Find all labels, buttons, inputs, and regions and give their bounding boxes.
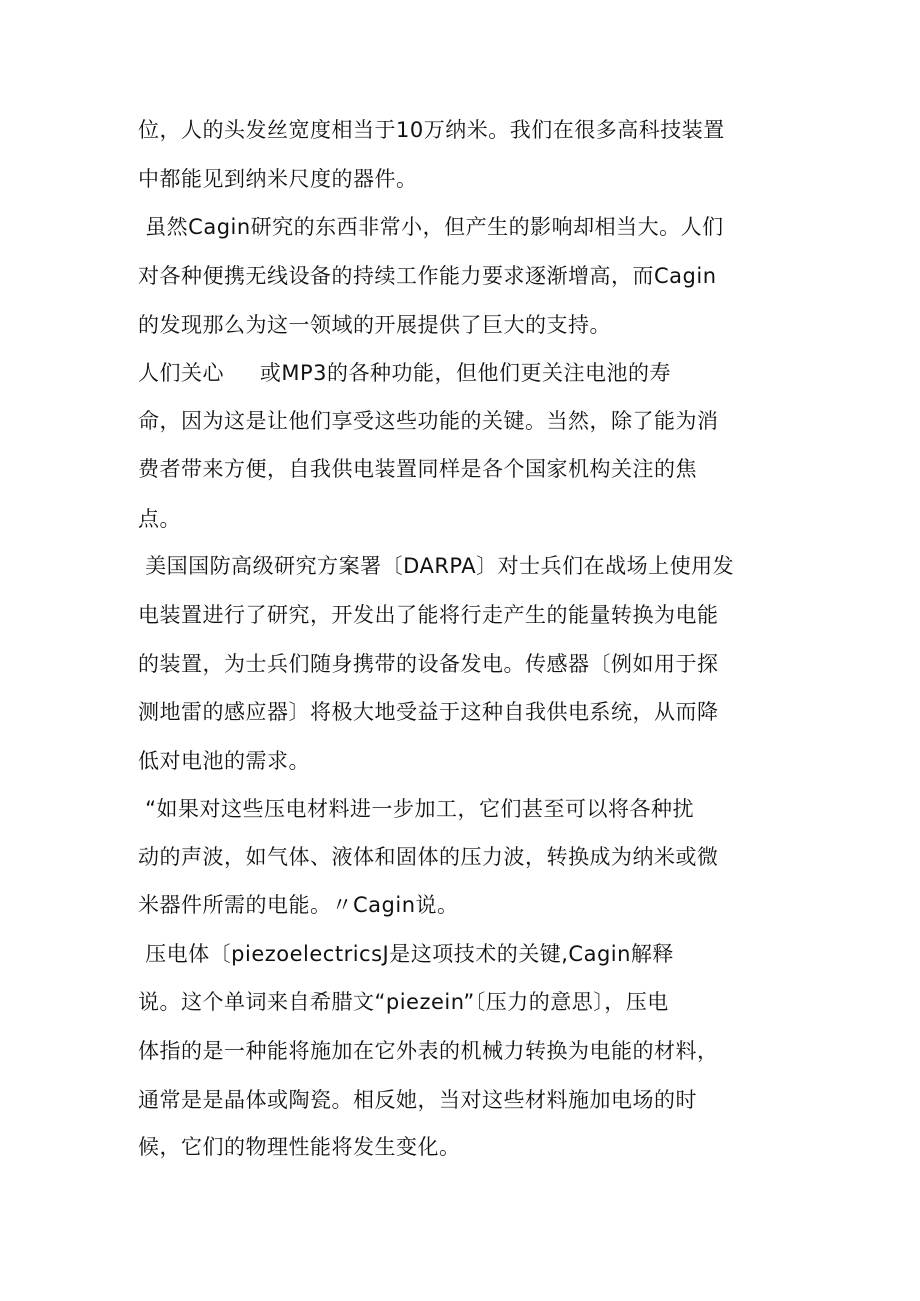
text-line: 费者带来方便，自我供电装置同样是各个国家机构关注的焦 [138, 457, 697, 481]
text-line: 的装置，为士兵们随身携带的设备发电。传感器〔例如用于探 [138, 652, 719, 676]
text-line: 虽然Cagin研究的东西非常小，但产生的影响却相当大。人们 [138, 215, 724, 239]
text-line: 美国国防高级研究方案署〔DARPA〕对士兵们在战场上使用发 [138, 554, 735, 578]
text-line: 命，因为这是让他们享受这些功能的关键。当然，除了能为消 [138, 409, 719, 433]
text-line: 压电体〔piezoelectricsJ是这项技术的关键,Cagin解释 [138, 942, 674, 966]
text-line: 低对电池的需求。 [138, 749, 310, 773]
text-line: 说。这个单词来自希腊文“piezein”〔压力的意思〕，压电 [138, 990, 669, 1014]
text-line: 电装置进行了研究，开发出了能将行走产生的能量转换为电能 [138, 603, 719, 627]
text-line: 通常是是晶体或陶瓷。相反她，当对这些材料施加电场的时 [138, 1088, 697, 1112]
text-line: 人们关心 或MP3的各种功能，但他们更关注电池的寿 [138, 361, 672, 385]
text-line: 候，它们的物理性能将发生变化。 [138, 1135, 461, 1159]
text-line: 测地雷的感应器〕将极大地受益于这种自我供电系统，从而降 [138, 700, 719, 724]
text-line: 中都能见到纳米尺度的器件。 [138, 167, 418, 191]
text-line: 点。 [138, 507, 181, 531]
text-line: 对各种便携无线设备的持续工作能力要求逐渐增高，而Cagin [138, 264, 717, 288]
text-line: 米器件所需的电能。〃Cagin说。 [138, 893, 459, 917]
text-line: 动的声波，如气体、液体和固体的压力波，转换成为纳米或微 [138, 845, 719, 869]
text-line: “如果对这些压电材料进一步加工，它们甚至可以将各种扰 [138, 797, 695, 821]
text-line: 的发现那么为这一领域的开展提供了巨大的支持。 [138, 313, 611, 337]
text-line: 位，人的头发丝宽度相当于10万纳米。我们在很多高科技装置 [138, 118, 725, 142]
text-line: 体指的是一种能将施加在它外表的机械力转换为电能的材料， [138, 1039, 719, 1063]
